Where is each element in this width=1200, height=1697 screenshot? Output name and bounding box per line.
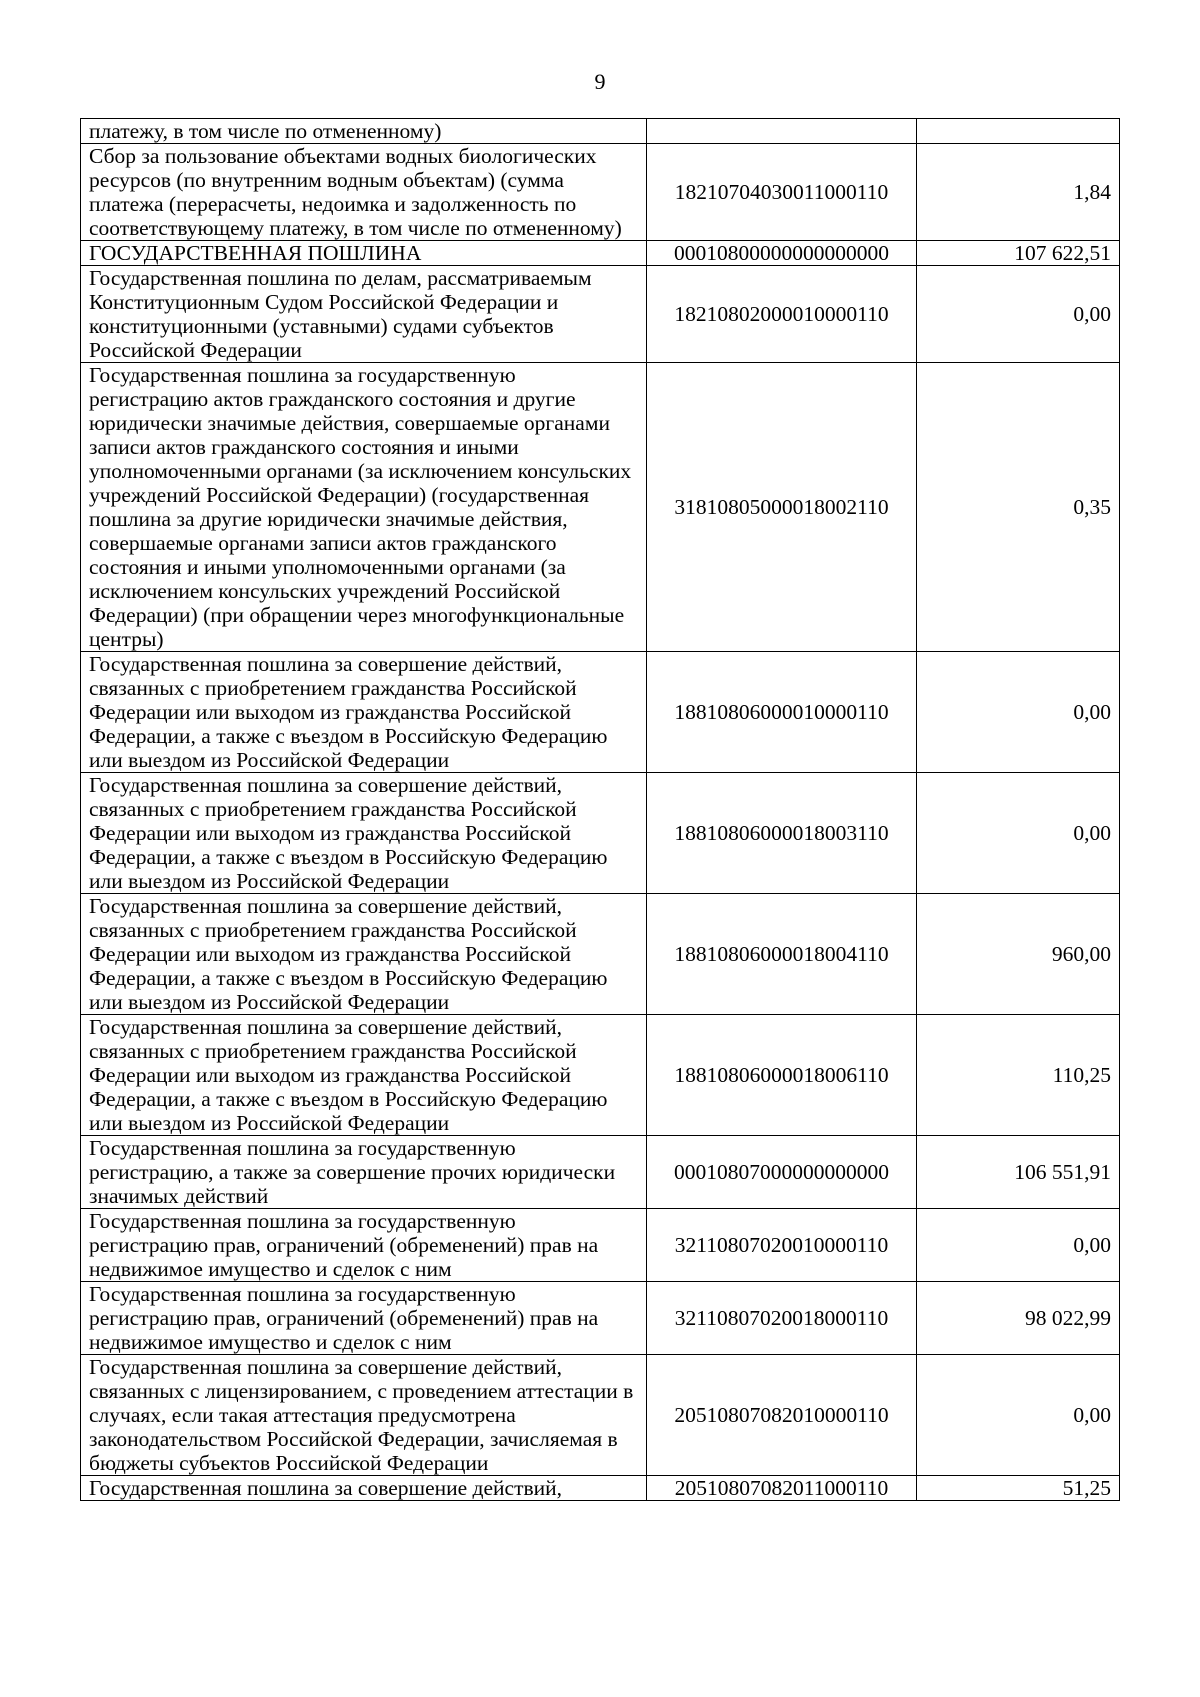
table-row [81,1355,1120,1476]
revenue-name-cell: Государственная пошлина за государственную регистрацию актов гражданского состояния и другие юридически значимые действия, совершаемые органами записи актов гражданского состояния и иными уполномоченными органами (за исключением консульских учреждений Российской Федерации) (государственная пошлина за другие юридически значимые действия, совершаемые органами записи актов гражданского состояния и иными уполномоченными органами (за исключением консульских учреждений Российской Федерации) (при обращении через многофункциональные центры) [81,363,647,652]
budget-code-cell: 00010807000000000000 [647,1136,917,1209]
amount-cell [917,119,1120,144]
table-row [81,894,1120,1015]
table-row [81,652,1120,773]
budget-code-cell: 18810806000010000110 [647,652,917,773]
revenue-name-cell: Государственная пошлина по делам, рассматриваемым Конституционным Судом Российской Федерации и конституционными (уставными) судами субъектов Российской Федерации [81,266,647,363]
revenue-name-cell: ГОСУДАРСТВЕННАЯ ПОШЛИНА [81,241,647,266]
revenue-name-cell: Государственная пошлина за государственную регистрацию прав, ограничений (обременений) прав на недвижимое имущество и сделок с ним [81,1282,647,1355]
table-row [81,1015,1120,1136]
budget-code-cell: 18810806000018004110 [647,894,917,1015]
amount-cell: 0,00 [917,266,1120,363]
amount-cell: 98 022,99 [917,1282,1120,1355]
budget-code-cell: 18210802000010000110 [647,266,917,363]
revenue-name-cell: Государственная пошлина за совершение действий, связанных с приобретением гражданства Российской Федерации или выходом из гражданства Российской Федерации, а также с въездом в Российскую Федерацию или выездом из Российской Федерации [81,894,647,1015]
revenue-name-cell: Государственная пошлина за совершение действий, связанных с приобретением гражданства Российской Федерации или выходом из гражданства Российской Федерации, а также с въездом в Российскую Федерацию или выездом из Российской Федерации [81,652,647,773]
budget-code-cell: 00010800000000000000 [647,241,917,266]
budget-code-cell: 18810806000018006110 [647,1015,917,1136]
table-row [81,773,1120,894]
table-row [81,1136,1120,1209]
table-row [81,144,1120,241]
budget-code-cell: 18810806000018003110 [647,773,917,894]
amount-cell: 0,00 [917,1355,1120,1476]
budget-code-cell: 20510807082010000110 [647,1355,917,1476]
revenue-name-cell: Сбор за пользование объектами водных биологических ресурсов (по внутренним водным объектам) (сумма платежа (перерасчеты, недоимка и задолженность по соответствующему платежу, в том числе по отмененному) [81,144,647,241]
table-row [81,1209,1120,1282]
revenue-name-cell: Государственная пошлина за совершение действий, связанных с лицензированием, с проведением аттестации в случаях, если такая аттестация предусмотрена законодательством Российской Федерации, зачисляемая в бюджеты субъектов Российской Федерации [81,1355,647,1476]
amount-cell: 106 551,91 [917,1136,1120,1209]
table-row [81,363,1120,652]
budget-revenue-table [80,118,1120,1501]
table-row [81,1282,1120,1355]
table-row [81,266,1120,363]
amount-cell: 0,00 [917,1209,1120,1282]
revenue-name-cell: Государственная пошлина за совершение действий, связанных с приобретением гражданства Российской Федерации или выходом из гражданства Российской Федерации, а также с въездом в Российскую Федерацию или выездом из Российской Федерации [81,1015,647,1136]
table-row [81,241,1120,266]
revenue-name-cell: платежу, в том числе по отмененному) [81,119,647,144]
table-row [81,119,1120,144]
table-row [81,1476,1120,1501]
revenue-name-cell: Государственная пошлина за государственную регистрацию, а также за совершение прочих юридически значимых действий [81,1136,647,1209]
budget-code-cell: 31810805000018002110 [647,363,917,652]
revenue-name-cell: Государственная пошлина за государственную регистрацию прав, ограничений (обременений) прав на недвижимое имущество и сделок с ним [81,1209,647,1282]
budget-code-cell: 32110807020018000110 [647,1282,917,1355]
page-number: 9 [594,69,606,94]
budget-code-cell [647,119,917,144]
amount-cell: 0,00 [917,652,1120,773]
amount-cell: 107 622,51 [917,241,1120,266]
amount-cell: 960,00 [917,894,1120,1015]
amount-cell: 1,84 [917,144,1120,241]
amount-cell: 51,25 [917,1476,1120,1501]
budget-code-cell: 18210704030011000110 [647,144,917,241]
revenue-name-cell: Государственная пошлина за совершение действий, связанных с приобретением гражданства Российской Федерации или выходом из гражданства Российской Федерации, а также с въездом в Российскую Федерацию или выездом из Российской Федерации [81,773,647,894]
budget-code-cell: 20510807082011000110 [647,1476,917,1501]
revenue-name-cell: Государственная пошлина за совершение действий, [81,1476,647,1501]
amount-cell: 0,35 [917,363,1120,652]
amount-cell: 0,00 [917,773,1120,894]
budget-code-cell: 32110807020010000110 [647,1209,917,1282]
amount-cell: 110,25 [917,1015,1120,1136]
